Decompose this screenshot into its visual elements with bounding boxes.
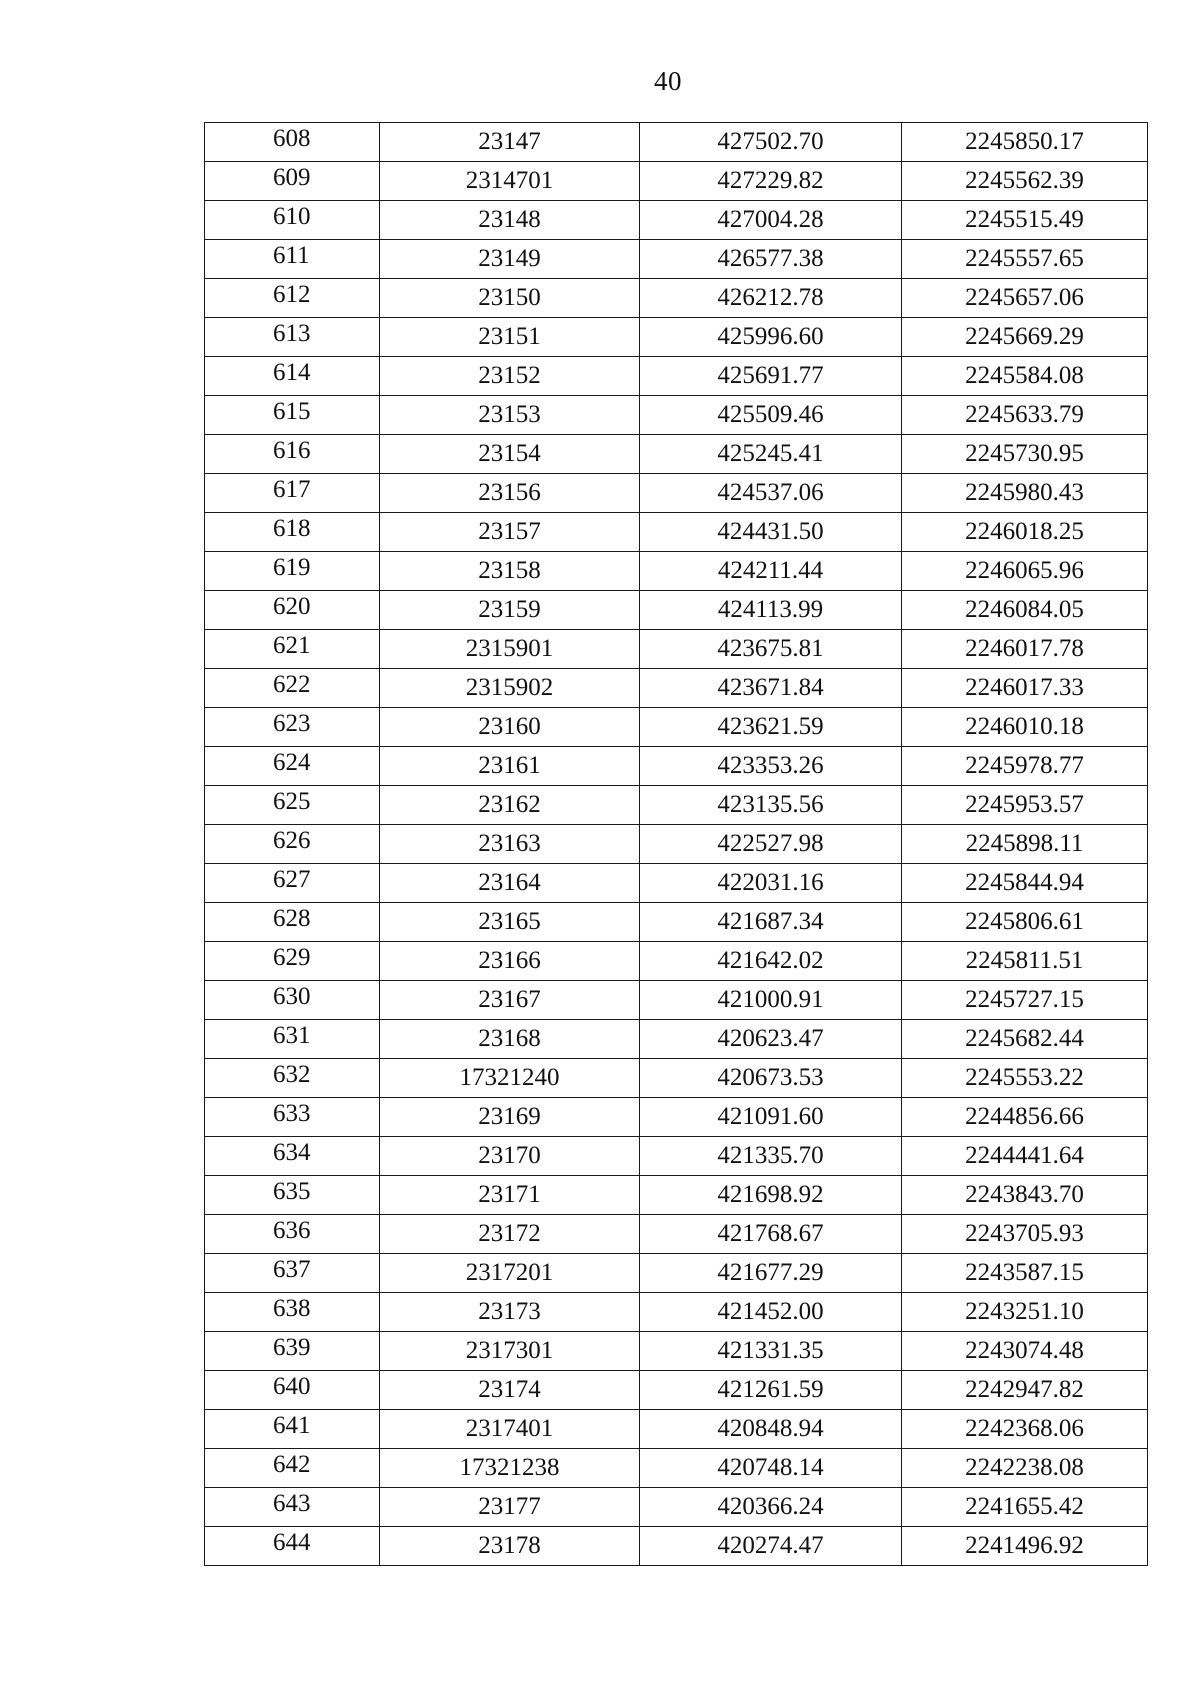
point-id-cell: 23161 xyxy=(380,747,640,786)
row-number-cell: 639 xyxy=(205,1332,380,1371)
y-coordinate-cell: 2245562.39 xyxy=(902,162,1148,201)
point-id-cell: 23156 xyxy=(380,474,640,513)
y-coordinate-cell: 2242238.08 xyxy=(902,1449,1148,1488)
point-id-cell: 2315902 xyxy=(380,669,640,708)
point-id-cell: 23152 xyxy=(380,357,640,396)
point-id-cell: 17321240 xyxy=(380,1059,640,1098)
point-id-cell: 23171 xyxy=(380,1176,640,1215)
table-row xyxy=(205,474,1148,513)
point-id-cell: 23147 xyxy=(380,123,640,162)
row-number-cell: 631 xyxy=(205,1020,380,1059)
table-row xyxy=(205,786,1148,825)
point-id-cell: 23157 xyxy=(380,513,640,552)
y-coordinate-cell: 2245584.08 xyxy=(902,357,1148,396)
row-number-cell: 627 xyxy=(205,864,380,903)
x-coordinate-cell: 423671.84 xyxy=(640,669,902,708)
x-coordinate-cell: 424113.99 xyxy=(640,591,902,630)
x-coordinate-cell: 421091.60 xyxy=(640,1098,902,1137)
row-number-cell: 608 xyxy=(205,123,380,162)
table-row xyxy=(205,1254,1148,1293)
x-coordinate-cell: 425509.46 xyxy=(640,396,902,435)
y-coordinate-cell: 2246065.96 xyxy=(902,552,1148,591)
point-id-cell: 23159 xyxy=(380,591,640,630)
x-coordinate-cell: 421677.29 xyxy=(640,1254,902,1293)
row-number-cell: 641 xyxy=(205,1410,380,1449)
coordinates-table-body xyxy=(205,123,1148,1566)
table-row xyxy=(205,357,1148,396)
x-coordinate-cell: 426577.38 xyxy=(640,240,902,279)
point-id-cell: 23169 xyxy=(380,1098,640,1137)
x-coordinate-cell: 420748.14 xyxy=(640,1449,902,1488)
y-coordinate-cell: 2244856.66 xyxy=(902,1098,1148,1137)
table-row xyxy=(205,162,1148,201)
x-coordinate-cell: 424211.44 xyxy=(640,552,902,591)
point-id-cell: 23158 xyxy=(380,552,640,591)
point-id-cell: 23166 xyxy=(380,942,640,981)
y-coordinate-cell: 2246010.18 xyxy=(902,708,1148,747)
x-coordinate-cell: 426212.78 xyxy=(640,279,902,318)
table-row xyxy=(205,1488,1148,1527)
table-row xyxy=(205,981,1148,1020)
table-row xyxy=(205,1137,1148,1176)
x-coordinate-cell: 421768.67 xyxy=(640,1215,902,1254)
table-row xyxy=(205,1371,1148,1410)
x-coordinate-cell: 420848.94 xyxy=(640,1410,902,1449)
point-id-cell: 2317201 xyxy=(380,1254,640,1293)
table-row xyxy=(205,123,1148,162)
x-coordinate-cell: 427229.82 xyxy=(640,162,902,201)
x-coordinate-cell: 420274.47 xyxy=(640,1527,902,1566)
row-number-cell: 614 xyxy=(205,357,380,396)
row-number-cell: 611 xyxy=(205,240,380,279)
table-row xyxy=(205,747,1148,786)
x-coordinate-cell: 421261.59 xyxy=(640,1371,902,1410)
row-number-cell: 630 xyxy=(205,981,380,1020)
point-id-cell: 23160 xyxy=(380,708,640,747)
table-row xyxy=(205,591,1148,630)
y-coordinate-cell: 2245844.94 xyxy=(902,864,1148,903)
x-coordinate-cell: 421687.34 xyxy=(640,903,902,942)
row-number-cell: 621 xyxy=(205,630,380,669)
table-row xyxy=(205,1176,1148,1215)
y-coordinate-cell: 2241655.42 xyxy=(902,1488,1148,1527)
page-number: 40 xyxy=(654,66,682,96)
row-number-cell: 629 xyxy=(205,942,380,981)
y-coordinate-cell: 2245682.44 xyxy=(902,1020,1148,1059)
point-id-cell: 23177 xyxy=(380,1488,640,1527)
y-coordinate-cell: 2245898.11 xyxy=(902,825,1148,864)
row-number-cell: 643 xyxy=(205,1488,380,1527)
point-id-cell: 23173 xyxy=(380,1293,640,1332)
table-row xyxy=(205,669,1148,708)
x-coordinate-cell: 423621.59 xyxy=(640,708,902,747)
table-row xyxy=(205,240,1148,279)
x-coordinate-cell: 421698.92 xyxy=(640,1176,902,1215)
row-number-cell: 635 xyxy=(205,1176,380,1215)
row-number-cell: 618 xyxy=(205,513,380,552)
y-coordinate-cell: 2243705.93 xyxy=(902,1215,1148,1254)
point-id-cell: 23178 xyxy=(380,1527,640,1566)
table-row xyxy=(205,1020,1148,1059)
row-number-cell: 644 xyxy=(205,1527,380,1566)
table-row xyxy=(205,864,1148,903)
x-coordinate-cell: 420623.47 xyxy=(640,1020,902,1059)
x-coordinate-cell: 424537.06 xyxy=(640,474,902,513)
y-coordinate-cell: 2241496.92 xyxy=(902,1527,1148,1566)
point-id-cell: 23165 xyxy=(380,903,640,942)
table-row xyxy=(205,1059,1148,1098)
row-number-cell: 610 xyxy=(205,201,380,240)
x-coordinate-cell: 424431.50 xyxy=(640,513,902,552)
row-number-cell: 633 xyxy=(205,1098,380,1137)
y-coordinate-cell: 2243074.48 xyxy=(902,1332,1148,1371)
table-row xyxy=(205,1332,1148,1371)
y-coordinate-cell: 2245727.15 xyxy=(902,981,1148,1020)
row-number-cell: 620 xyxy=(205,591,380,630)
table-row xyxy=(205,435,1148,474)
y-coordinate-cell: 2242368.06 xyxy=(902,1410,1148,1449)
x-coordinate-cell: 420673.53 xyxy=(640,1059,902,1098)
y-coordinate-cell: 2245515.49 xyxy=(902,201,1148,240)
point-id-cell: 2317301 xyxy=(380,1332,640,1371)
y-coordinate-cell: 2245953.57 xyxy=(902,786,1148,825)
row-number-cell: 637 xyxy=(205,1254,380,1293)
table-row xyxy=(205,279,1148,318)
x-coordinate-cell: 420366.24 xyxy=(640,1488,902,1527)
table-row xyxy=(205,1527,1148,1566)
point-id-cell: 2314701 xyxy=(380,162,640,201)
x-coordinate-cell: 425245.41 xyxy=(640,435,902,474)
y-coordinate-cell: 2242947.82 xyxy=(902,1371,1148,1410)
x-coordinate-cell: 421335.70 xyxy=(640,1137,902,1176)
table-row xyxy=(205,201,1148,240)
point-id-cell: 23172 xyxy=(380,1215,640,1254)
point-id-cell: 2315901 xyxy=(380,630,640,669)
row-number-cell: 615 xyxy=(205,396,380,435)
row-number-cell: 617 xyxy=(205,474,380,513)
row-number-cell: 624 xyxy=(205,747,380,786)
point-id-cell: 23170 xyxy=(380,1137,640,1176)
coordinates-table xyxy=(204,122,1148,1566)
table-row xyxy=(205,1293,1148,1332)
point-id-cell: 23149 xyxy=(380,240,640,279)
table-row xyxy=(205,630,1148,669)
table-row xyxy=(205,1215,1148,1254)
x-coordinate-cell: 423135.56 xyxy=(640,786,902,825)
table-row xyxy=(205,708,1148,747)
x-coordinate-cell: 422031.16 xyxy=(640,864,902,903)
y-coordinate-cell: 2245657.06 xyxy=(902,279,1148,318)
point-id-cell: 23163 xyxy=(380,825,640,864)
row-number-cell: 619 xyxy=(205,552,380,591)
y-coordinate-cell: 2245557.65 xyxy=(902,240,1148,279)
y-coordinate-cell: 2246017.78 xyxy=(902,630,1148,669)
table-row xyxy=(205,903,1148,942)
point-id-cell: 17321238 xyxy=(380,1449,640,1488)
y-coordinate-cell: 2245730.95 xyxy=(902,435,1148,474)
table-row xyxy=(205,513,1148,552)
y-coordinate-cell: 2246017.33 xyxy=(902,669,1148,708)
table-row xyxy=(205,1449,1148,1488)
x-coordinate-cell: 423353.26 xyxy=(640,747,902,786)
table-row xyxy=(205,1098,1148,1137)
point-id-cell: 23151 xyxy=(380,318,640,357)
table-row xyxy=(205,942,1148,981)
x-coordinate-cell: 425996.60 xyxy=(640,318,902,357)
row-number-cell: 640 xyxy=(205,1371,380,1410)
row-number-cell: 623 xyxy=(205,708,380,747)
point-id-cell: 23148 xyxy=(380,201,640,240)
row-number-cell: 616 xyxy=(205,435,380,474)
row-number-cell: 628 xyxy=(205,903,380,942)
x-coordinate-cell: 421331.35 xyxy=(640,1332,902,1371)
y-coordinate-cell: 2245669.29 xyxy=(902,318,1148,357)
y-coordinate-cell: 2246018.25 xyxy=(902,513,1148,552)
x-coordinate-cell: 427004.28 xyxy=(640,201,902,240)
y-coordinate-cell: 2244441.64 xyxy=(902,1137,1148,1176)
table-row xyxy=(205,552,1148,591)
row-number-cell: 612 xyxy=(205,279,380,318)
point-id-cell: 23154 xyxy=(380,435,640,474)
table-row xyxy=(205,825,1148,864)
point-id-cell: 23153 xyxy=(380,396,640,435)
table-row xyxy=(205,318,1148,357)
y-coordinate-cell: 2243251.10 xyxy=(902,1293,1148,1332)
row-number-cell: 632 xyxy=(205,1059,380,1098)
row-number-cell: 638 xyxy=(205,1293,380,1332)
x-coordinate-cell: 425691.77 xyxy=(640,357,902,396)
y-coordinate-cell: 2245553.22 xyxy=(902,1059,1148,1098)
y-coordinate-cell: 2245811.51 xyxy=(902,942,1148,981)
y-coordinate-cell: 2245850.17 xyxy=(902,123,1148,162)
y-coordinate-cell: 2245633.79 xyxy=(902,396,1148,435)
x-coordinate-cell: 422527.98 xyxy=(640,825,902,864)
point-id-cell: 23162 xyxy=(380,786,640,825)
point-id-cell: 23150 xyxy=(380,279,640,318)
point-id-cell: 2317401 xyxy=(380,1410,640,1449)
row-number-cell: 636 xyxy=(205,1215,380,1254)
x-coordinate-cell: 421642.02 xyxy=(640,942,902,981)
table-row xyxy=(205,396,1148,435)
table-row xyxy=(205,1410,1148,1449)
x-coordinate-cell: 421452.00 xyxy=(640,1293,902,1332)
y-coordinate-cell: 2245980.43 xyxy=(902,474,1148,513)
point-id-cell: 23167 xyxy=(380,981,640,1020)
row-number-cell: 634 xyxy=(205,1137,380,1176)
x-coordinate-cell: 427502.70 xyxy=(640,123,902,162)
x-coordinate-cell: 423675.81 xyxy=(640,630,902,669)
y-coordinate-cell: 2243587.15 xyxy=(902,1254,1148,1293)
row-number-cell: 609 xyxy=(205,162,380,201)
row-number-cell: 613 xyxy=(205,318,380,357)
point-id-cell: 23164 xyxy=(380,864,640,903)
point-id-cell: 23168 xyxy=(380,1020,640,1059)
row-number-cell: 626 xyxy=(205,825,380,864)
row-number-cell: 625 xyxy=(205,786,380,825)
y-coordinate-cell: 2245978.77 xyxy=(902,747,1148,786)
y-coordinate-cell: 2246084.05 xyxy=(902,591,1148,630)
row-number-cell: 622 xyxy=(205,669,380,708)
point-id-cell: 23174 xyxy=(380,1371,640,1410)
row-number-cell: 642 xyxy=(205,1449,380,1488)
y-coordinate-cell: 2245806.61 xyxy=(902,903,1148,942)
y-coordinate-cell: 2243843.70 xyxy=(902,1176,1148,1215)
x-coordinate-cell: 421000.91 xyxy=(640,981,902,1020)
